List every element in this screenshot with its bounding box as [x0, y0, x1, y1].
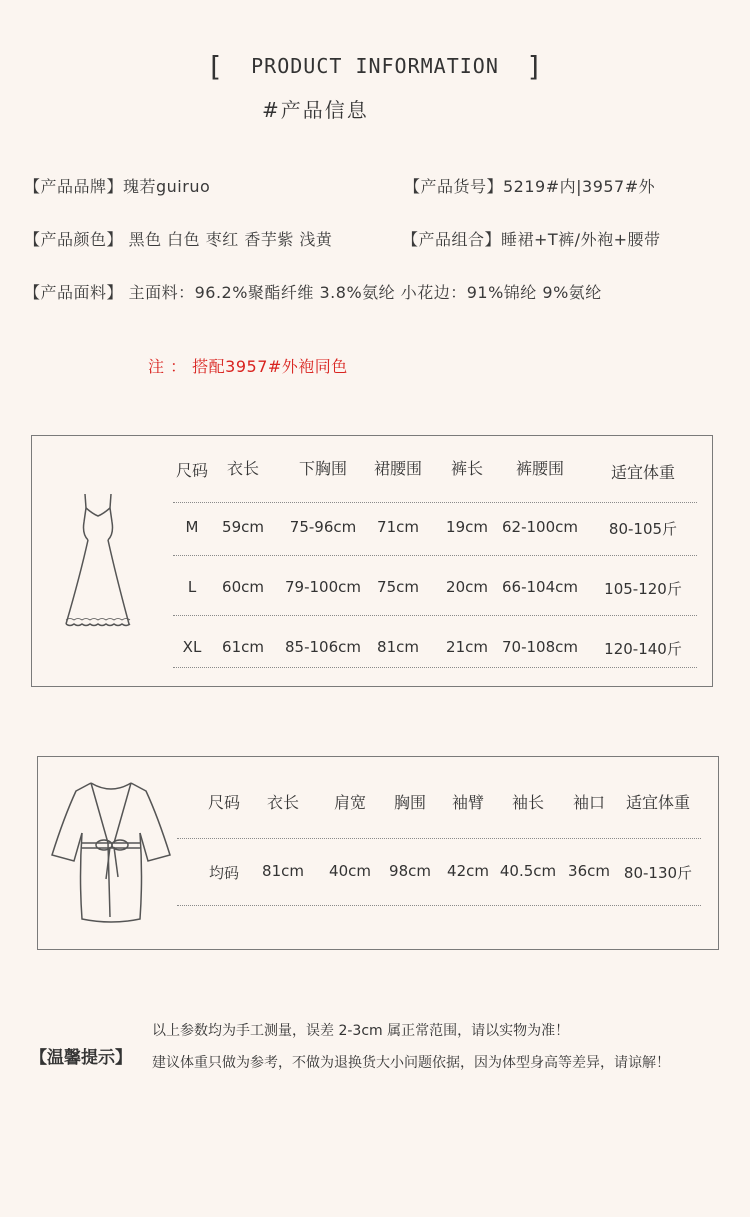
table2-header-cell: 袖臂	[451, 793, 485, 812]
table1-cell: 79-100cm	[285, 578, 361, 596]
table1-header-cell: 尺码	[175, 461, 209, 480]
table2-cell: 81cm	[262, 862, 304, 880]
info-colors: 【产品颜色】 黑色 白色 枣红 香芋紫 浅黄	[24, 230, 333, 249]
table2-cell: 36cm	[568, 862, 610, 880]
table2-cell: 均码	[208, 864, 240, 882]
table1-header-cell: 裤长	[450, 459, 484, 478]
table1-cell: 70-108cm	[502, 638, 578, 656]
table2-cell: 40.5cm	[499, 862, 557, 880]
table1-cell: 62-100cm	[502, 518, 578, 536]
color-note: 注 ： 搭配3957#外袍同色	[148, 357, 348, 376]
row-divider	[177, 905, 701, 906]
table1-cell: M	[185, 518, 199, 536]
info-item-no: 【产品货号】5219#内|3957#外	[404, 177, 656, 196]
table1-cell: 120-140斤	[604, 640, 682, 658]
table1-header-cell: 裤腰围	[515, 459, 565, 478]
table1-cell: 80-105斤	[608, 520, 678, 538]
table2-header-cell: 袖口	[572, 793, 606, 812]
table1-cell: XL	[182, 638, 202, 656]
tips-line-1: 以上参数均为手工测量，误差 2-3cm 属正常范围，请以实物为准！	[152, 1023, 570, 1039]
table1-header-cell: 适宜体重	[610, 463, 676, 482]
row-divider	[173, 555, 697, 556]
tips-label: 【温馨提示】	[30, 1048, 132, 1068]
info-combo: 【产品组合】睡裙+T裤/外袍+腰带	[402, 230, 661, 249]
table2-header-cell: 衣长	[266, 793, 300, 812]
table1-cell: 85-106cm	[285, 638, 361, 656]
robe-icon	[46, 777, 176, 927]
table1-cell: 61cm	[222, 638, 264, 656]
table1-cell: 21cm	[446, 638, 488, 656]
row-divider	[173, 502, 697, 503]
table1-cell: 81cm	[377, 638, 419, 656]
table1-cell: 75-96cm	[289, 518, 357, 536]
slip-dress-icon	[60, 486, 140, 636]
table1-cell: L	[187, 578, 197, 596]
table2-header-cell: 肩宽	[333, 793, 367, 812]
table1-cell: 19cm	[446, 518, 488, 536]
table1-cell: 66-104cm	[502, 578, 578, 596]
table2-cell: 98cm	[389, 862, 431, 880]
table1-cell: 59cm	[222, 518, 264, 536]
table2-header-cell: 适宜体重	[625, 793, 691, 812]
table1-cell: 20cm	[446, 578, 488, 596]
table2-cell: 42cm	[447, 862, 489, 880]
table1-cell: 71cm	[377, 518, 419, 536]
table2-header-cell: 胸围	[393, 793, 427, 812]
size-table-robe	[37, 756, 719, 950]
info-brand: 【产品品牌】瑰若guiruo	[24, 177, 211, 196]
table1-cell: 75cm	[377, 578, 419, 596]
title-left-bracket: [	[206, 50, 225, 83]
title-text: PRODUCT INFORMATION	[251, 54, 499, 78]
table2-header-cell: 袖长	[511, 793, 545, 812]
row-divider	[173, 615, 697, 616]
table2-cell: 40cm	[329, 862, 371, 880]
title-right-bracket: ]	[525, 50, 544, 83]
table1-cell: 105-120斤	[604, 580, 682, 598]
row-divider	[177, 838, 701, 839]
section-title	[0, 50, 750, 83]
tips-line-2: 建议体重只做为参考，不做为退换货大小问题依据，因为体型身高等差异，请谅解！	[152, 1055, 670, 1071]
table1-header-cell: 衣长	[226, 459, 260, 478]
table1-cell: 60cm	[222, 578, 264, 596]
table1-header-cell: 裙腰围	[373, 459, 423, 478]
table1-header-cell: 下胸围	[298, 459, 348, 478]
info-fabric: 【产品面料】 主面料：96.2%聚酯纤维 3.8%氨纶 小花边：91%锦纶 9%氨纶	[24, 283, 602, 302]
section-subtitle: #产品信息	[262, 98, 369, 122]
table2-cell: 80-130斤	[623, 864, 693, 882]
table2-header-cell: 尺码	[207, 793, 241, 812]
row-divider	[173, 667, 697, 668]
